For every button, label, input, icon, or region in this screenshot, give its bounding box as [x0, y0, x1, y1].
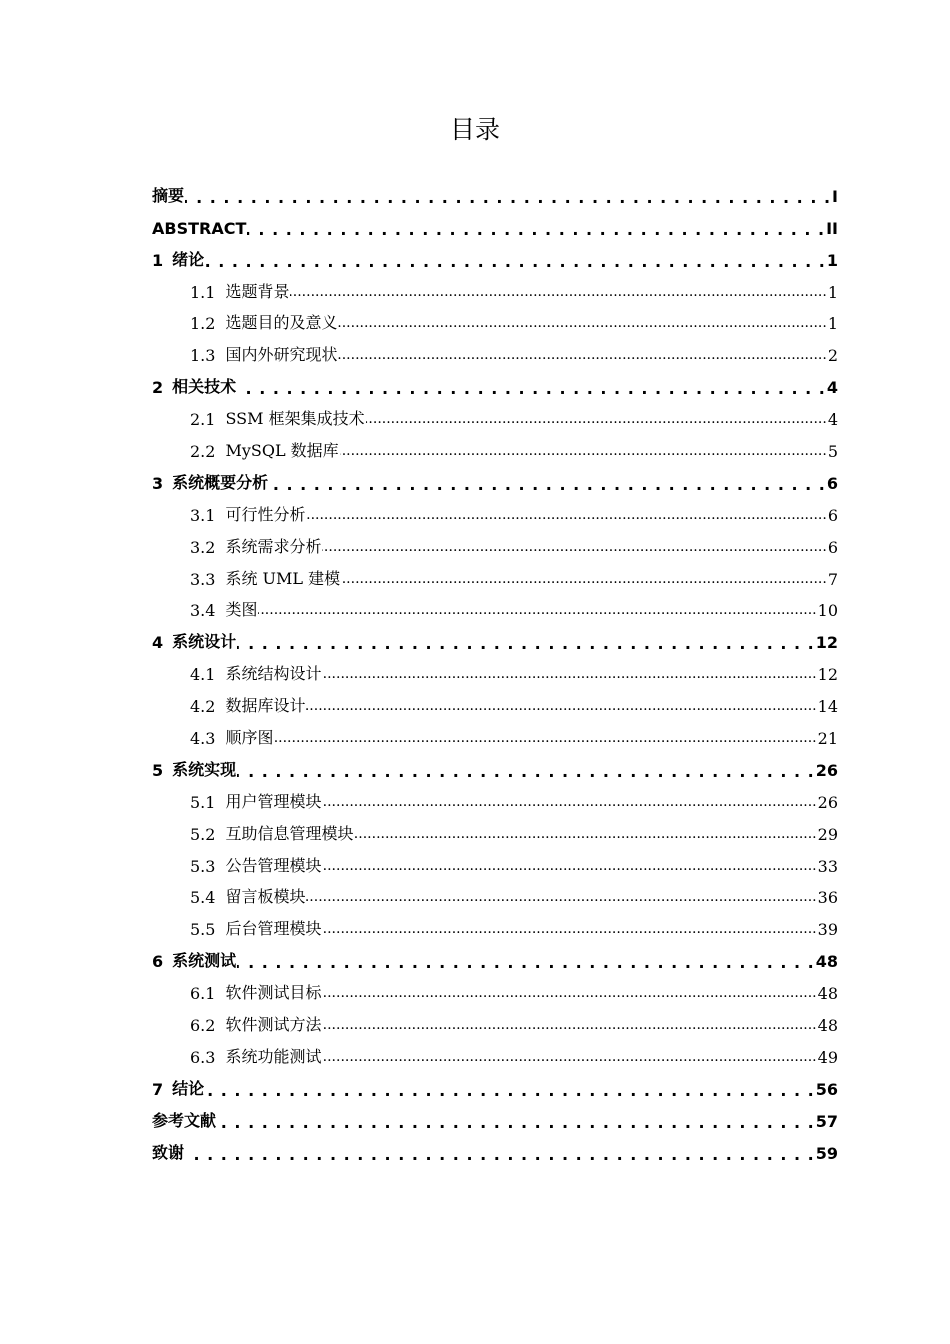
- toc-dot-leader: [247, 220, 825, 238]
- toc-page-number: 36: [817, 888, 838, 908]
- toc-page-number: 12: [817, 665, 838, 685]
- toc-entry-number: 2.2: [190, 442, 216, 462]
- page-title: 目录: [449, 115, 500, 144]
- toc-dot-leader: [322, 1049, 816, 1067]
- toc-entry-number: 1.3: [190, 346, 216, 366]
- toc-entry-number: 4.3: [190, 729, 216, 749]
- toc-entry-label: 软件测试方法: [225, 1015, 322, 1035]
- toc-entry-label: 参考文献: [152, 1110, 217, 1130]
- toc-page-number: 5: [827, 442, 838, 462]
- toc-dot-leader: [341, 571, 827, 589]
- toc-chapter-entry[interactable]: [152, 1071, 838, 1103]
- toc-entry-number: 2.1: [190, 410, 216, 430]
- toc-entry-label: 留言板模块: [225, 887, 306, 907]
- toc-entry-label: 相关技术: [172, 377, 237, 397]
- toc-page-number: 7: [827, 569, 838, 589]
- toc-page-number: 1: [826, 250, 838, 270]
- toc-entry-label: 致谢: [152, 1142, 185, 1162]
- toc-entry-number: 1.2: [190, 314, 216, 334]
- toc-page-number: 2: [827, 346, 838, 366]
- toc-entry-number: 1.1: [190, 282, 216, 302]
- toc-chapter-entry[interactable]: [152, 1135, 838, 1167]
- toc-dot-leader: [322, 539, 826, 557]
- toc-chapter-entry[interactable]: [152, 242, 838, 274]
- toc-section-entry[interactable]: [152, 529, 838, 561]
- toc-entry-label: SSM 框架集成技术: [225, 409, 365, 429]
- toc-entry-label: 用户管理模块: [225, 791, 322, 811]
- toc-section-entry[interactable]: [152, 816, 838, 848]
- toc-section-entry[interactable]: [152, 688, 838, 720]
- toc-dot-leader: [338, 347, 826, 365]
- toc-section-entry[interactable]: [152, 433, 838, 465]
- toc-entry-number: 3.1: [190, 505, 216, 525]
- toc-dot-leader: [290, 284, 826, 302]
- toc-section-entry[interactable]: [152, 975, 838, 1007]
- toc-section-entry[interactable]: [152, 561, 838, 593]
- table-of-contents: [152, 178, 838, 1167]
- toc-page-number: 48: [817, 1016, 838, 1036]
- toc-page-number: 12: [815, 633, 838, 653]
- toc-dot-leader: [274, 730, 816, 748]
- toc-page-number: 4: [826, 378, 838, 398]
- toc-page-number: 29: [817, 824, 838, 844]
- toc-entry-label: 国内外研究现状: [225, 345, 338, 365]
- toc-dot-leader: [322, 985, 816, 1003]
- toc-page-number: 59: [815, 1143, 838, 1163]
- toc-entry-label: 后台管理模块: [225, 919, 322, 939]
- toc-page-number: 56: [815, 1079, 838, 1099]
- toc-dot-leader: [338, 315, 826, 333]
- toc-page-number: 6: [827, 505, 838, 525]
- toc-chapter-entry[interactable]: [152, 624, 838, 656]
- toc-dot-leader: [217, 1113, 815, 1131]
- toc-section-entry[interactable]: [152, 911, 838, 943]
- toc-entry-number: 5.5: [190, 920, 216, 940]
- toc-entry-number: 3.3: [190, 569, 216, 589]
- toc-dot-leader: [306, 507, 826, 525]
- toc-entry-label: 类图: [225, 600, 258, 620]
- toc-section-entry[interactable]: [152, 880, 838, 912]
- toc-section-entry[interactable]: [152, 1039, 838, 1071]
- toc-dot-leader: [237, 634, 815, 652]
- toc-entry-number: 4.1: [190, 665, 216, 685]
- toc-entry-label: 系统概要分析: [172, 472, 269, 492]
- toc-section-entry[interactable]: [152, 401, 838, 433]
- toc-entry-number: 5.2: [190, 824, 216, 844]
- toc-section-entry[interactable]: [152, 306, 838, 338]
- toc-page-number: 26: [815, 760, 838, 780]
- toc-dot-leader: [237, 953, 815, 971]
- toc-page-number: 4: [827, 410, 838, 430]
- toc-entry-number: 6: [152, 952, 164, 972]
- toc-page-number: 57: [815, 1111, 838, 1131]
- toc-entry-number: 6.1: [190, 984, 216, 1004]
- toc-dot-leader: [269, 475, 826, 493]
- toc-entry-label: 系统功能测试: [225, 1046, 322, 1066]
- toc-entry-label: 摘要: [152, 185, 185, 205]
- toc-entry-label: 公告管理模块: [225, 855, 322, 875]
- toc-page-number: 48: [817, 984, 838, 1004]
- toc-entry-number: 5.4: [190, 888, 216, 908]
- toc-page-number: 26: [817, 792, 838, 812]
- toc-dot-leader: [205, 252, 826, 270]
- toc-chapter-entry[interactable]: [152, 465, 838, 497]
- toc-entry-label: 顺序图: [225, 728, 274, 748]
- toc-entry-number: 6.2: [190, 1016, 216, 1036]
- toc-entry-label: 可行性分析: [225, 504, 306, 524]
- toc-entry-label: 系统实现: [172, 759, 237, 779]
- toc-entry-number: 2: [152, 378, 164, 398]
- toc-dot-leader: [366, 411, 827, 429]
- toc-dot-leader: [185, 1145, 815, 1163]
- toc-entry-number: 3.4: [190, 601, 216, 621]
- toc-section-entry[interactable]: [152, 274, 838, 306]
- toc-entry-label: 软件测试目标: [225, 983, 322, 1003]
- toc-entry-number: 3.2: [190, 537, 216, 557]
- toc-chapter-entry[interactable]: [152, 943, 838, 975]
- toc-page-number: 49: [817, 1047, 838, 1067]
- toc-entry-number: 1: [152, 250, 164, 270]
- toc-chapter-entry[interactable]: [152, 210, 838, 242]
- toc-dot-leader: [237, 379, 826, 397]
- toc-entry-label: ABSTRACT: [152, 218, 247, 238]
- toc-section-entry[interactable]: [152, 848, 838, 880]
- toc-dot-leader: [322, 1017, 816, 1035]
- toc-entry-number: 7: [152, 1079, 164, 1099]
- toc-entry-label: 互助信息管理模块: [225, 823, 354, 843]
- toc-section-entry[interactable]: [152, 1007, 838, 1039]
- toc-entry-label: 系统测试: [172, 951, 237, 971]
- toc-page-number: I: [832, 186, 838, 206]
- toc-dot-leader: [322, 858, 816, 876]
- toc-chapter-entry[interactable]: [152, 1103, 838, 1135]
- toc-entry-label: 系统设计: [172, 632, 237, 652]
- toc-entry-label: 系统结构设计: [225, 664, 322, 684]
- toc-dot-leader: [322, 921, 816, 939]
- toc-page-number: 48: [815, 952, 838, 972]
- toc-entry-number: 3: [152, 473, 164, 493]
- toc-page-number: II: [826, 218, 838, 238]
- toc-dot-leader: [258, 602, 816, 620]
- toc-entry-label: 系统 UML 建模: [225, 568, 341, 588]
- toc-entry-number: 5.1: [190, 792, 216, 812]
- toc-entry-label: 选题背景: [225, 281, 290, 301]
- toc-dot-leader: [205, 1081, 815, 1099]
- toc-page-number: 33: [817, 856, 838, 876]
- toc-section-entry[interactable]: [152, 497, 838, 529]
- toc-dot-leader: [322, 794, 816, 812]
- toc-dot-leader: [322, 666, 816, 684]
- toc-chapter-entry[interactable]: [152, 752, 838, 784]
- toc-page-number: 21: [817, 729, 838, 749]
- toc-section-entry[interactable]: [152, 720, 838, 752]
- toc-entry-number: 5.3: [190, 856, 216, 876]
- toc-chapter-entry[interactable]: [152, 369, 838, 401]
- toc-dot-leader: [306, 698, 816, 716]
- toc-entry-label: 数据库设计: [225, 696, 306, 716]
- toc-entry-label: 结论: [172, 1078, 205, 1098]
- toc-page-number: 1: [827, 314, 838, 334]
- toc-page-number: 10: [817, 601, 838, 621]
- toc-chapter-entry[interactable]: [152, 178, 838, 210]
- toc-entry-label: 系统需求分析: [225, 536, 322, 556]
- toc-dot-leader: [237, 762, 815, 780]
- toc-entry-number: 4.2: [190, 697, 216, 717]
- toc-entry-label: MySQL 数据库: [225, 441, 339, 461]
- toc-entry-label: 绪论: [172, 249, 205, 269]
- toc-section-entry[interactable]: [152, 593, 838, 625]
- toc-entry-number: 4: [152, 633, 164, 653]
- toc-entry-number: 6.3: [190, 1047, 216, 1067]
- toc-page-number: 14: [817, 697, 838, 717]
- toc-dot-leader: [354, 826, 816, 844]
- toc-entry-label: 选题目的及意义: [225, 313, 338, 333]
- toc-section-entry[interactable]: [152, 337, 838, 369]
- toc-page-number: 1: [827, 282, 838, 302]
- toc-entry-number: 5: [152, 760, 164, 780]
- toc-section-entry[interactable]: [152, 784, 838, 816]
- toc-page-number: 6: [827, 537, 838, 557]
- toc-dot-leader: [340, 443, 827, 461]
- toc-page-number: 39: [817, 920, 838, 940]
- toc-dot-leader: [185, 188, 831, 206]
- toc-section-entry[interactable]: [152, 656, 838, 688]
- toc-page-number: 6: [826, 473, 838, 493]
- toc-dot-leader: [306, 889, 816, 907]
